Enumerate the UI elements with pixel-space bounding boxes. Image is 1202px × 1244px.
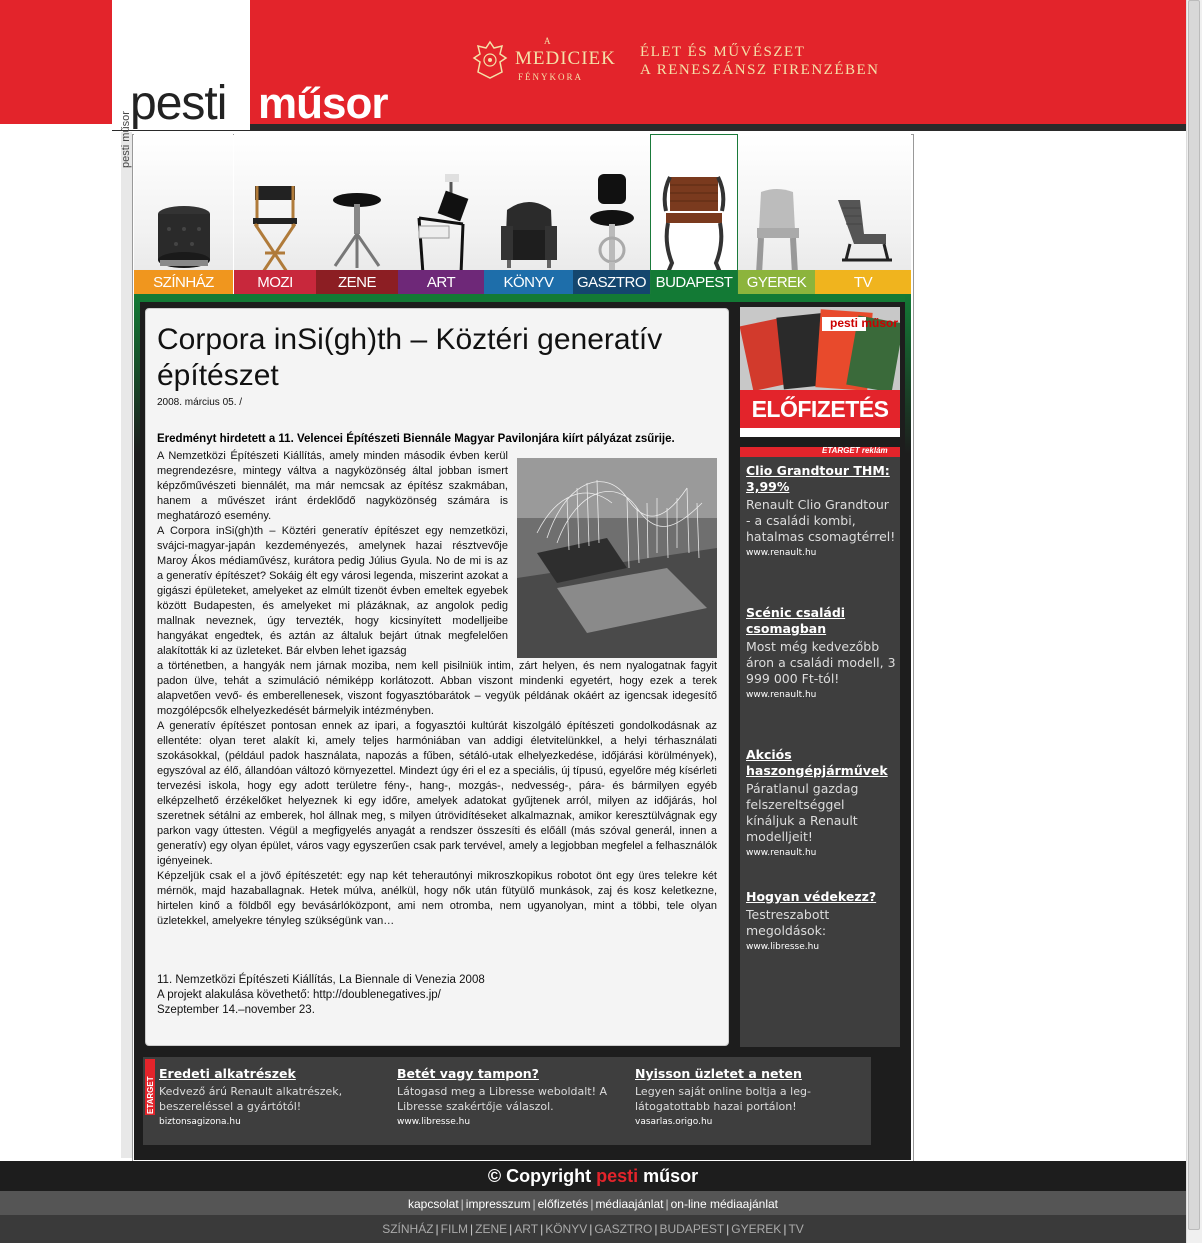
bottom-etarget-label: ETARGET	[146, 1076, 155, 1114]
bottom-ad-title[interactable]: Eredeti alkatrészek	[159, 1066, 296, 1081]
nav-tab-label[interactable]: KÖNYV	[484, 270, 573, 294]
bottom-ad-url[interactable]: biztonsagizona.hu	[159, 1117, 241, 1127]
bottom-ad-title[interactable]: Betét vagy tampon?	[397, 1066, 539, 1081]
footer-link[interactable]: kapcsolat	[407, 1197, 459, 1211]
nav-tab-label[interactable]: GASZTRO	[573, 270, 650, 294]
logo-pesti[interactable]: pesti	[130, 77, 227, 130]
banner-tagline-2: A RENESZÁNSZ FIRENZÉBEN	[640, 62, 880, 78]
bottom-ad-url[interactable]: vasarlas.origo.hu	[635, 1117, 713, 1127]
side-ad-title[interactable]: Scénic családi csomagban	[746, 605, 846, 636]
article-footer-line-2: A projekt alakulása követhető: http://doublenegatives.jp/	[157, 989, 441, 1001]
nav-tab-budapest[interactable]	[650, 134, 738, 294]
footer-copyright	[0, 1161, 1186, 1191]
footer-link[interactable]: on-line médiaajánlat	[670, 1197, 779, 1211]
nav-tab-könyv[interactable]	[484, 134, 573, 294]
chair-image	[662, 173, 726, 277]
side-ad-title[interactable]: Hogyan védekezz?	[746, 889, 877, 904]
footer-section-link[interactable]: GASZTRO	[594, 1222, 653, 1236]
copyright-prefix: © Copyright	[487, 1166, 592, 1186]
link-separator: |	[654, 1222, 658, 1236]
article-lead: Eredményt hirdetett a 11. Velencei Építészeti Biennále Magyar Pavilonjára kiírt pályázat zsűrije.	[157, 433, 675, 445]
bottom-ad-text: Látogasd meg a Libresse weboldalt! A Libresse szakértője válaszol.	[397, 1085, 608, 1113]
nav-tab-label[interactable]: SZÍNHÁZ	[134, 270, 233, 294]
magazine-cover-title: pesti műsor	[830, 316, 899, 330]
bottom-ad-text: Legyen saját online boltja a leg-látogatottabb hazai portálon!	[635, 1085, 811, 1113]
nav-tab-label[interactable]: MOZI	[234, 270, 316, 294]
link-separator: |	[540, 1222, 544, 1236]
footer-section-link[interactable]: ZENE	[475, 1222, 508, 1236]
chair-image	[411, 174, 471, 274]
side-ad-url[interactable]: www.libresse.hu	[746, 942, 820, 952]
article-body-part-1: A Nemzetközi Építészeti Kiállítás, amely minden második évben kerül megrendezésre, mintegy váltva a nagyközönség által jobban ismert képzőművészeti biennálét, ma már nemcsak az építész szakmában, hanem a művészet iránt érdeklődő nagyközönség számára is meghatározó esemény. A Corpora inSi(gh)th – Köztéri generatív építészet egy nemzetközi, svájci-magyar-japán kezdeményezés, amelynek hazai résztvevője Maroy Ákos médiaművész, kurátora pedig Július Gyula. No de mi is az a generatív építészet? Sokáig élt egy városi legenda, miszerint azokat a gigászi épületeket, amelyeket az elmúlt tizenöt évben emeltek egyebek között Budapesten, és amelyeket mi plázáknak, az angolok pedig mallnak neveznek, úgy tervezték, hogy kicsinyített modelljeibe hangyákat engedtek, és aztán az általuk bejárt útnak megfelelően alakították ki az üzleteket. Bár elvben lehet igazság	[157, 450, 508, 657]
bottom-ad[interactable]	[397, 1066, 617, 1127]
link-separator: |	[726, 1222, 730, 1236]
section-accent-left	[134, 294, 140, 454]
footer-links	[0, 1191, 1186, 1215]
article-body-part-2: a történetben, a hangyák nem járnak moziba, nem kell pisilniük intim, zárt helyen, és nem nyalogatnak fagyit padon ülve, tehát a szimuláció némiképp korlátozott. Abban viszont mindenki egyetért, hogy ezek a terek alapvetően vevő- és emberellenesek, viszont fogyasztóbarátok – vegyük példának okáért az igencsak idegesítő mozgólépcsők elhelyezkedését bármelyik intézményben. A generatív építészet pontosan ennek az ipari, a fogyasztói kultúrát kiszolgáló építészeti gondolkodásnak az ellentéte: olyan teret alakít ki, amely teljes harmóniában van addigi életvitelünkkel, a helyi térhasználati szokásokkal, (például padok használata, napozás a fűben, sétáló-utak elhelyezkedése, időjárási körülmények), egyszóval az élő, állandóan változó környezettel. Mindezt úgy éri el ez a speciális, új típusú, egyelőre még kísérleti tervezési iskola, hogy egy adott területre fény-, hang-, mozgás-, nedvesség-, pára- és bármilyen egyéb elképzelhető érzékelőket helyeznek ki egy időre, amelyek adatokat gyűjtenek arról, milyen az időjárás, hol szeretnek sétálni az emberek, hol állnak meg, s milyen útrövidítéseket alkalmaznak, amikor keresztülvágnak egy parkon vagy úttesten. Végül a megfigyelés anyagát a rendszer összesíti és előáll (más szóval generál, innen a generatív) egy olyan épület, város vagy egyszerűen csak park tervével, amely a legjobban megfelel a felhasználók igényeinek. Képzeljük csak el a jövő építészetét: egy nap két teherautónyi mikroszkopikus robotot önt egy üres telekre két mérnök, majd hazaballagnak. Hetek múlva, anélkül, hogy nők után fütyülő munkások, zaj és kosz keletkezne, hirtelen kinő a földből egy bevásárlóközpont, ami nem otromba, nem ugyanolyan, mint a többi, tele olyan üzletekkel, amelyekre tényleg szükségünk van…	[157, 660, 717, 927]
footer-section-link[interactable]: SZÍNHÁZ	[382, 1222, 434, 1236]
side-ad-title[interactable]: Clio Grandtour THM: 3,99%	[746, 463, 890, 494]
subscription-button[interactable]: ELŐFIZETÉS	[740, 390, 900, 428]
chair-image	[830, 194, 896, 264]
link-separator: |	[590, 1197, 594, 1211]
side-ad-text: Testreszabott megoldások:	[746, 907, 830, 938]
link-separator: |	[665, 1197, 669, 1211]
copyright-pesti: pesti	[596, 1166, 639, 1186]
article-title: Corpora inSi(gh)th – Köztéri generatív építészet	[157, 323, 663, 392]
chair-image	[245, 178, 305, 278]
footer-section-link[interactable]: KÖNYV	[545, 1222, 588, 1236]
banner-small-b: FÉNYKORA	[518, 72, 584, 82]
scrollbar-thumb[interactable]	[1188, 0, 1200, 1230]
chair-image	[154, 194, 214, 274]
footer-section-link[interactable]: ART	[514, 1222, 539, 1236]
side-ad-text: Most még kedvezőbb áron a családi modell, 3 999 000 Ft-tól!	[746, 639, 896, 686]
etarget-label[interactable]: ETARGET reklám	[822, 446, 888, 455]
nav-tab-gasztro[interactable]	[573, 134, 650, 294]
side-strip	[121, 132, 132, 1158]
link-separator: |	[589, 1222, 593, 1236]
banner-title: MEDICIEK	[515, 48, 616, 69]
footer-section-link[interactable]: BUDAPEST	[659, 1222, 725, 1236]
link-separator: |	[783, 1222, 787, 1236]
nav-tab-label[interactable]: TV	[815, 270, 911, 294]
nav-tab-label[interactable]: ZENE	[316, 270, 398, 294]
copyright-musor: műsor	[643, 1166, 699, 1186]
bottom-ad-text: Kedvező árú Renault alkatrészek, beszereléssel a gyártótól!	[159, 1085, 343, 1113]
side-ad-url[interactable]: www.renault.hu	[746, 848, 817, 858]
side-ad-text: Páratlanul gazdag felszereltséggel kínáljuk a Renault modelljeit!	[746, 781, 859, 844]
chair-image	[747, 184, 807, 274]
side-logo: pesti műsor	[120, 111, 132, 168]
nav-tab-art[interactable]	[398, 134, 484, 294]
nav-tab-tv[interactable]	[815, 134, 911, 294]
chair-image	[327, 186, 387, 276]
article-footer-line-1: 11. Nemzetközi Építészeti Kiállítás, La Biennale di Venezia 2008	[157, 974, 485, 986]
side-ad-url[interactable]: www.renault.hu	[746, 548, 817, 558]
banner-small-a: A	[544, 36, 552, 46]
bottom-ad[interactable]	[159, 1066, 379, 1127]
side-ad-url[interactable]: www.renault.hu	[746, 690, 817, 700]
link-separator: |	[435, 1222, 439, 1236]
side-ad[interactable]	[746, 747, 896, 858]
side-ad[interactable]	[746, 463, 896, 558]
section-accent-bar	[134, 294, 911, 302]
footer-section-link[interactable]: GYEREK	[731, 1222, 782, 1236]
chair-image	[499, 190, 559, 270]
footer-link[interactable]: impresszum	[465, 1197, 531, 1211]
logo-musor[interactable]: műsor	[258, 79, 388, 128]
link-separator: |	[509, 1222, 513, 1236]
side-ad-title[interactable]: Akciós haszongépjárművek	[746, 747, 888, 778]
bottom-ad-url[interactable]: www.libresse.hu	[397, 1117, 471, 1127]
bottom-ad[interactable]	[635, 1066, 855, 1127]
nav-tab-label[interactable]: BUDAPEST	[651, 270, 737, 294]
article-footer-line-3: Szeptember 14.–november 23.	[157, 1004, 315, 1016]
nav-tab-label[interactable]: GYEREK	[738, 270, 815, 294]
link-separator: |	[532, 1197, 536, 1211]
nav-tab-zene[interactable]	[316, 134, 398, 294]
link-separator: |	[460, 1197, 464, 1211]
side-ad-text: Renault Clio Grandtour - a családi kombi, hatalmas csomagtérrel!	[746, 497, 896, 544]
link-separator: |	[470, 1222, 474, 1236]
footer-section-link[interactable]: TV	[788, 1222, 804, 1236]
footer-link[interactable]: médiaajánlat	[595, 1197, 664, 1211]
section-accent-right	[905, 294, 911, 454]
nav-tab-gyerek[interactable]	[738, 134, 815, 294]
footer-link[interactable]: előfizetés	[537, 1197, 589, 1211]
bottom-ad-title[interactable]: Nyisson üzletet a neten	[635, 1066, 802, 1081]
footer-sections	[0, 1215, 1186, 1243]
nav-tab-mozi[interactable]	[234, 134, 316, 294]
side-ad[interactable]	[746, 605, 896, 700]
article-date: 2008. március 05. /	[157, 397, 243, 408]
article-photo[interactable]	[517, 458, 717, 658]
footer-section-link[interactable]: FILM	[440, 1222, 469, 1236]
banner-tagline-1: ÉLET ÉS MŰVÉSZET	[640, 44, 806, 60]
side-ad[interactable]	[746, 889, 896, 952]
nav-tab-színház[interactable]	[134, 134, 233, 294]
nav-tab-label[interactable]: ART	[398, 270, 484, 294]
medici-crest-icon	[472, 40, 508, 80]
